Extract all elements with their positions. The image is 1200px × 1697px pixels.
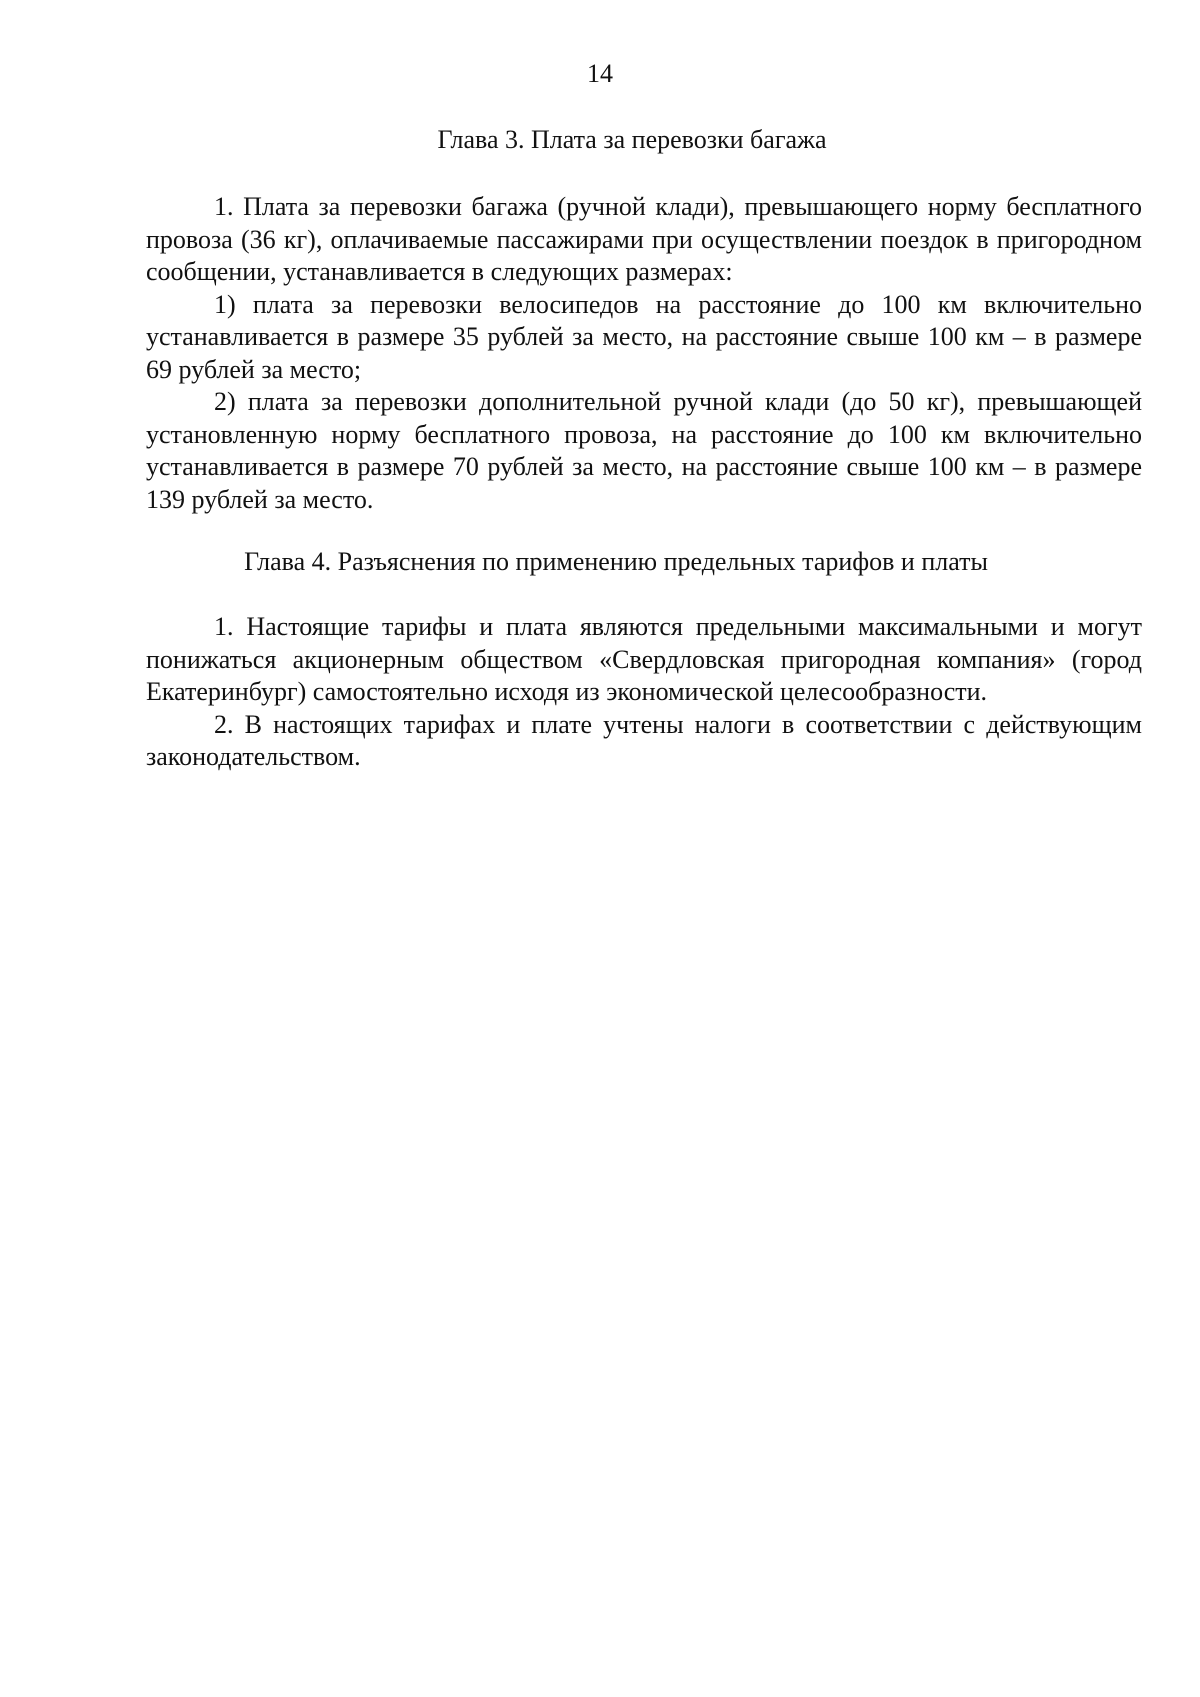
chapter-4-body xyxy=(146,611,1142,774)
page-number: 14 xyxy=(587,59,613,88)
chapter-4-paragraph-1: 1. Настоящие тарифы и плата являются предельными максимальными и могут понижаться акционерным обществом «Свердловская пригородная компания» (город Екатеринбург) самостоятельно исходя из экономической целесообразности. xyxy=(146,612,1142,706)
chapter-3-subitem-2: 2) плата за перевозки дополнительной ручной клади (до 50 кг), превышающей установленную норму бесплатного провоза, на расстояние до 100 км включительно устанавливается в размере 70 рублей за место, на расстояние свыше 100 км – в размере 139 рублей за место. xyxy=(146,387,1142,514)
chapter-3-paragraph-1: 1. Плата за перевозки багажа (ручной клади), превышающего норму бесплатного провоза (36 кг), оплачиваемые пассажирами при осуществлении поездок в пригородном сообщении, устанавливается в следующих размерах: xyxy=(146,192,1142,286)
chapter-3-title: Глава 3. Плата за перевозки багажа xyxy=(437,125,827,154)
chapter-4-paragraph-2: 2. В настоящих тарифах и плате учтены налоги в соответствии с действующим законодательством. xyxy=(146,709,1142,771)
chapter-4-title: Глава 4. Разъяснения по применению предельных тарифов и платы xyxy=(244,547,988,576)
chapter-3-body xyxy=(146,191,1142,516)
chapter-3-subitem-1: 1) плата за перевозки велосипедов на расстояние до 100 км включительно устанавливается в размере 35 рублей за место, на расстояние свыше 100 км – в размере 69 рублей за место; xyxy=(146,289,1142,384)
